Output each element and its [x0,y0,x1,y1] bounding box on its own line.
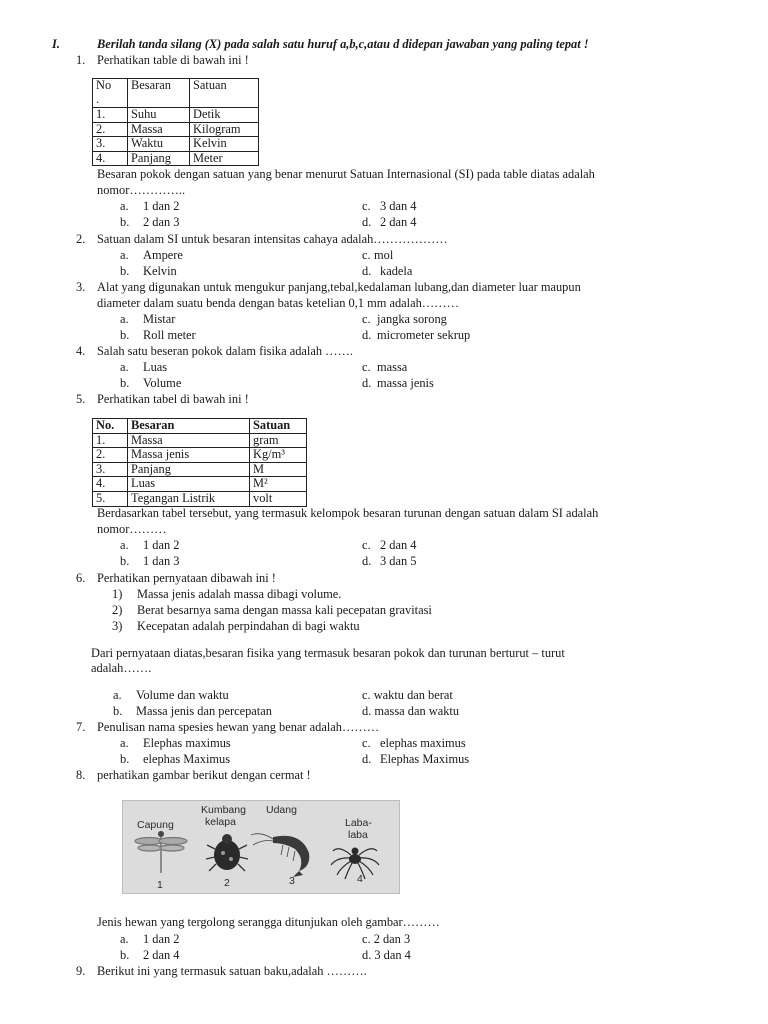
option-d[interactable]: Elephas Maximus [380,752,470,766]
option-d[interactable]: d. 3 dan 4 [362,948,411,962]
statement-text: Massa jenis adalah massa dibagi volume. [137,587,342,601]
question-7-text: Penulisan nama spesies hewan yang benar adalah……… [97,720,380,734]
table-header-row [93,419,307,434]
option-letter: a. [120,360,129,374]
picture-label: Laba- [345,817,372,829]
picture-label: kelapa [205,816,236,828]
picture-number: 1 [157,879,163,891]
option-letter: b. [120,752,130,766]
option-c[interactable]: jangka sorong [377,312,447,326]
question-2-number: 2. [76,232,86,246]
option-letter: b. [120,554,130,568]
question-1-table [92,78,259,166]
table-row: 1. Massa gram [93,433,307,448]
question-1-text-2: Besaran pokok dengan satuan yang benar menurut Satuan Internasional (SI) pada table diatas adalah [97,167,595,181]
option-letter: a. [120,312,129,326]
question-5-text-3: nomor……… [97,522,167,536]
beetle-icon [206,834,248,871]
option-c[interactable]: c. 2 dan 3 [362,932,411,946]
statement-number: 1) [112,587,123,601]
dragonfly-icon [135,832,187,874]
question-1-number: 1. [76,53,86,67]
option-letter: d. [362,264,372,278]
option-d[interactable]: 3 dan 5 [380,554,417,568]
table-header-cell: Besaran [128,79,190,108]
option-c[interactable]: c. waktu dan berat [362,688,453,702]
option-b[interactable]: 2 dan 4 [143,948,180,962]
option-a[interactable]: Mistar [143,312,176,326]
question-8-number: 8. [76,768,86,782]
question-5-number: 5. [76,392,86,406]
option-letter: a. [120,736,129,750]
option-letter: d. [362,752,372,766]
option-a[interactable]: 1 dan 2 [143,199,180,213]
spider-icon [331,848,379,880]
option-letter: b. [120,376,130,390]
option-letter: c. [362,360,371,374]
option-letter: d. [362,215,372,229]
picture-number: 2 [224,877,230,889]
table-row: 5. Tegangan Listrik volt [93,491,307,506]
question-1-text: Perhatikan table di bawah ini ! [97,53,249,67]
statement-text: Berat besarnya sama dengan massa kali pecepatan gravitasi [137,603,432,617]
option-d[interactable]: massa jenis [377,376,434,390]
question-6-text-2: Dari pernyataan diatas,besaran fisika yang termasuk besaran pokok dan turunan berturut – turut [91,646,565,660]
table-header-cell: Satuan [250,419,307,434]
question-9-number: 9. [76,964,86,978]
option-letter: c. [362,199,371,213]
statement-number: 2) [112,603,123,617]
option-letter: b. [120,948,130,962]
section-number: I. [52,37,60,51]
picture-label: laba [348,829,368,841]
option-c[interactable]: massa [377,360,408,374]
option-c[interactable]: mol [374,248,394,262]
question-6-number: 6. [76,571,86,585]
table-row: 4. Luas M² [93,477,307,492]
option-c[interactable]: 3 dan 4 [380,199,417,213]
option-b[interactable]: Massa jenis dan percepatan [136,704,272,718]
table-row: 3. Waktu Kelvin [93,137,259,152]
question-1-text-3: nomor………….. [97,183,186,197]
option-b[interactable]: 2 dan 3 [143,215,180,229]
option-d[interactable]: d. massa dan waktu [362,704,460,718]
table-row: 3. Panjang M [93,462,307,477]
question-8-text: perhatikan gambar berikut dengan cermat ! [97,768,311,782]
table-header-cell: No. [93,419,128,434]
table-header-cell: No . [93,79,128,108]
picture-label: Capung [137,819,174,831]
option-b[interactable]: Roll meter [143,328,196,342]
option-letter: c. [362,312,371,326]
option-d[interactable]: 2 dan 4 [380,215,417,229]
table-header-cell: Satuan [190,79,259,108]
table-row: 2. Massa Kilogram [93,122,259,137]
table-row: 2. Massa jenis Kg/m³ [93,448,307,463]
question-6-text-3: adalah……. [91,661,152,675]
picture-label: Kumbang [201,804,246,816]
option-b[interactable]: 1 dan 3 [143,554,180,568]
shrimp-icon [251,834,309,877]
option-letter: b. [113,704,123,718]
option-letter: b. [120,264,130,278]
question-5-text: Perhatikan tabel di bawah ini ! [97,392,249,406]
table-header-row [93,79,259,108]
table-header-cell: Besaran [128,419,250,434]
option-letter: d. [362,376,372,390]
table-row: 4. Panjang Meter [93,151,259,166]
picture-number: 3 [289,875,295,887]
option-a[interactable]: 1 dan 2 [143,932,180,946]
animals-picture [122,800,400,894]
question-9-text: Berikut ini yang termasuk satuan baku,adalah ………. [97,964,367,978]
option-letter: c. [362,538,371,552]
option-a[interactable]: Volume dan waktu [136,688,229,702]
option-letter: c. [362,248,371,262]
option-b[interactable]: Kelvin [143,264,177,278]
option-letter: a. [120,932,129,946]
question-5-text-2: Berdasarkan tabel tersebut, yang termasuk kelompok besaran turunan dengan satuan dalam SI adalah [97,506,599,520]
question-4-number: 4. [76,344,86,358]
option-letter: a. [120,538,129,552]
option-letter: a. [120,248,129,262]
question-5-table [92,418,307,507]
option-d[interactable]: micrometer sekrup [377,328,471,342]
option-d[interactable]: kadela [380,264,413,278]
table-row: 1. Suhu Detik [93,108,259,123]
option-letter: d. [362,554,372,568]
option-letter: c. [362,736,371,750]
option-letter: a. [113,688,122,702]
option-letter: b. [120,215,130,229]
option-c[interactable]: 2 dan 4 [380,538,417,552]
option-b[interactable]: Volume [143,376,182,390]
option-b[interactable]: elephas Maximus [143,752,231,766]
question-6-text: Perhatikan pernyataan dibawah ini ! [97,571,276,585]
question-7-number: 7. [76,720,86,734]
option-a[interactable]: 1 dan 2 [143,538,180,552]
option-a[interactable]: Elephas maximus [143,736,231,750]
option-a[interactable]: Luas [143,360,168,374]
question-8-text-2: Jenis hewan yang tergolong serangga ditunjukan oleh gambar……… [97,915,440,929]
option-letter: b. [120,328,130,342]
option-a[interactable]: Ampere [143,248,183,262]
question-3-number: 3. [76,280,86,294]
question-3-text: Alat yang digunakan untuk mengukur panjang,tebal,kedalaman lubang,dan diameter luar maupun [97,280,581,294]
question-2-text: Satuan dalam SI untuk besaran intensitas cahaya adalah……………… [97,232,448,246]
section-instruction: Berilah tanda silang (X) pada salah satu huruf a,b,c,atau d didepan jawaban yang paling tepat ! [97,37,589,51]
statement-number: 3) [112,619,123,633]
picture-number: 4 [357,873,363,885]
option-letter: d. [362,328,372,342]
option-letter: a. [120,199,129,213]
question-4-text: Salah satu beseran pokok dalam fisika adalah ……. [97,344,353,358]
question-3-text-2: diameter dalam suatu benda dengan batas ketelian 0,1 mm adalah……… [97,296,459,310]
statement-text: Kecepatan adalah perpindahan di bagi waktu [137,619,360,633]
option-c[interactable]: elephas maximus [380,736,466,750]
picture-label: Udang [266,804,297,816]
